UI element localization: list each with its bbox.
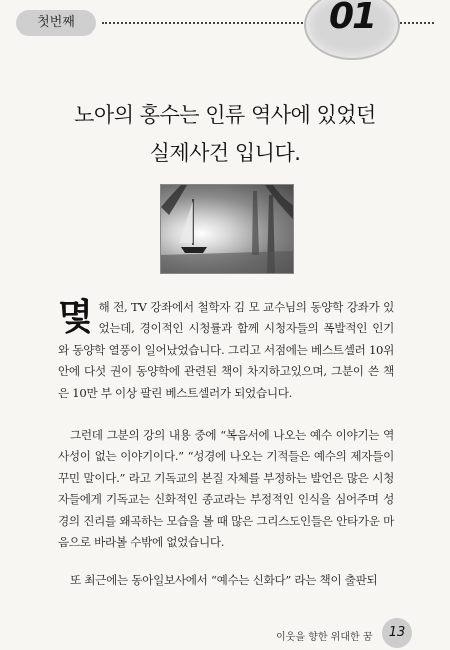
chapter-label: 첫번째 [16, 10, 96, 36]
dotted-divider [102, 22, 307, 24]
title-line-1: 노아의 홍수는 인류 역사에 있었던 [74, 103, 376, 127]
chapter-header [0, 0, 450, 60]
body-paragraph-2: 그런데 그분의 강의 내용 중에 “복음서에 나오는 예수 이야기는 역사성이 없는 이야기이다.” “성경에 나오는 기적들은 예수의 제자들이 꾸민 말이다.” 라고 기독교의 본질 자체를 부정하는 발언은 많은 시청자들에게 기독교는 신화적인 종교라는 부정적인 인식을 심어주며 성경의 진리를 왜곡하는 모습을 볼 때 많은 그리스도인들은 안타가운 마음으로 바라볼 수밖에 없었습니다. [58, 428, 394, 550]
drop-cap: 몇 [58, 297, 93, 338]
page-number: 13 [382, 618, 412, 648]
title-line-2: 실제사건 입니다. [149, 141, 301, 165]
running-footer-title: 이웃을 향한 위대한 꿈 [276, 632, 373, 643]
sailboat-photo [160, 184, 294, 274]
body-paragraph-1 [58, 297, 394, 404]
paragraph-1-text: 해 전, TV 강좌에서 철학자 김 모 교수님의 동양학 강좌가 있었는데, 경이적인 시청률과 함께 시청자들의 폭발적인 인기와 동양학 열풍이 일어났었습니다. 그리고 서점에는 베스트셀러 10위안에 다섯 권이 동양학에 관련된 책이 차지하고있으며, 그분이 쓴 책은 10만 부 이상 팔린 베스트셀러가 되었습니다. [58, 300, 394, 400]
page-title [0, 96, 450, 172]
chapter-number: 01 [328, 0, 376, 37]
chapter-number-badge [304, 0, 400, 60]
sailboat-photo-illustration [161, 185, 293, 273]
body-paragraph-3: 또 최근에는 동아일보사에서 “예수는 신화다” 라는 책이 출판되 [70, 573, 378, 587]
dotted-divider-right [400, 22, 434, 24]
